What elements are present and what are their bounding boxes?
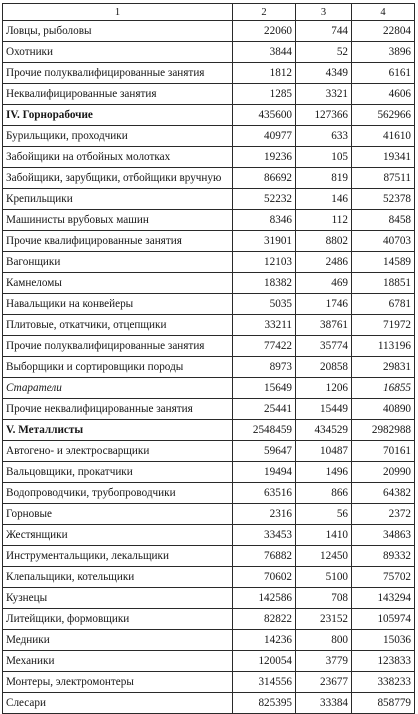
row-value-col4: 338233 <box>352 672 415 693</box>
row-name-cell: Старатели <box>3 378 233 399</box>
row-value-col3: 52 <box>296 42 352 63</box>
row-value-col4: 19341 <box>352 147 415 168</box>
occupations-table <box>2 3 415 714</box>
row-value-col4: 40890 <box>352 399 415 420</box>
row-value-col3: 744 <box>296 21 352 42</box>
row-value-col4: 562966 <box>352 105 415 126</box>
row-value-col3: 146 <box>296 189 352 210</box>
row-value-col3: 819 <box>296 168 352 189</box>
row-name-cell: Ловцы, рыболовы <box>3 21 233 42</box>
row-value-col3: 3321 <box>296 84 352 105</box>
table-row <box>3 21 415 42</box>
row-value-col2: 70602 <box>233 567 296 588</box>
row-value-col3: 708 <box>296 588 352 609</box>
row-value-col2: 31901 <box>233 231 296 252</box>
row-name-cell: Вальцовщики, прокатчики <box>3 462 233 483</box>
row-value-col4: 6161 <box>352 63 415 84</box>
table-row <box>3 630 415 651</box>
row-name-cell: V. Металлисты <box>3 420 233 441</box>
row-value-col2: 825395 <box>233 693 296 714</box>
table-row <box>3 273 415 294</box>
table-row <box>3 378 415 399</box>
row-value-col3: 12450 <box>296 546 352 567</box>
row-value-col4: 40703 <box>352 231 415 252</box>
row-value-col4: 113196 <box>352 336 415 357</box>
row-value-col2: 63516 <box>233 483 296 504</box>
row-value-col3: 1496 <box>296 462 352 483</box>
row-value-col4: 16855 <box>352 378 415 399</box>
table-body <box>3 21 415 714</box>
row-value-col2: 15649 <box>233 378 296 399</box>
row-value-col2: 3844 <box>233 42 296 63</box>
table-row <box>3 252 415 273</box>
row-name-cell: Вагонщики <box>3 252 233 273</box>
row-value-col2: 12103 <box>233 252 296 273</box>
table-row <box>3 567 415 588</box>
row-name-cell: Выборщики и сортировщики породы <box>3 357 233 378</box>
table-row <box>3 336 415 357</box>
row-value-col4: 75702 <box>352 567 415 588</box>
row-value-col2: 86692 <box>233 168 296 189</box>
table-row <box>3 504 415 525</box>
table-row <box>3 693 415 714</box>
row-name-cell: Прочие полуквалифицированные занятия <box>3 336 233 357</box>
row-value-col3: 33384 <box>296 693 352 714</box>
row-value-col3: 469 <box>296 273 352 294</box>
row-name-cell: Прочие полуквалифицированные занятия <box>3 63 233 84</box>
row-value-col2: 2316 <box>233 504 296 525</box>
row-value-col2: 314556 <box>233 672 296 693</box>
row-name-cell: Охотники <box>3 42 233 63</box>
row-value-col4: 87511 <box>352 168 415 189</box>
row-value-col4: 22804 <box>352 21 415 42</box>
row-value-col2: 2548459 <box>233 420 296 441</box>
row-value-col4: 105974 <box>352 609 415 630</box>
row-value-col2: 33453 <box>233 525 296 546</box>
table-row <box>3 84 415 105</box>
table-row <box>3 357 415 378</box>
row-value-col2: 1285 <box>233 84 296 105</box>
row-value-col3: 23152 <box>296 609 352 630</box>
row-name-cell: IV. Горнорабочие <box>3 105 233 126</box>
row-name-cell: Плитовые, откатчики, отцепщики <box>3 315 233 336</box>
row-value-col4: 15036 <box>352 630 415 651</box>
table-row <box>3 420 415 441</box>
row-value-col2: 14236 <box>233 630 296 651</box>
row-value-col2: 82822 <box>233 609 296 630</box>
row-value-col3: 38761 <box>296 315 352 336</box>
row-value-col2: 22060 <box>233 21 296 42</box>
column-header-4: 4 <box>352 4 415 21</box>
row-name-cell: Неквалифицированные занятия <box>3 84 233 105</box>
header-row <box>3 4 415 21</box>
row-value-col4: 52378 <box>352 189 415 210</box>
row-value-col2: 77422 <box>233 336 296 357</box>
table-row <box>3 672 415 693</box>
row-value-col3: 15449 <box>296 399 352 420</box>
row-value-col3: 633 <box>296 126 352 147</box>
table-row <box>3 42 415 63</box>
row-value-col3: 1410 <box>296 525 352 546</box>
row-name-cell: Прочие неквалифицированные занятия <box>3 399 233 420</box>
row-value-col4: 34863 <box>352 525 415 546</box>
row-value-col4: 14589 <box>352 252 415 273</box>
row-value-col3: 8802 <box>296 231 352 252</box>
row-value-col3: 127366 <box>296 105 352 126</box>
row-value-col3: 105 <box>296 147 352 168</box>
table-row <box>3 399 415 420</box>
row-value-col4: 71972 <box>352 315 415 336</box>
row-name-cell: Прочие квалифицированные занятия <box>3 231 233 252</box>
row-value-col4: 29831 <box>352 357 415 378</box>
row-value-col3: 56 <box>296 504 352 525</box>
row-name-cell: Бурильщики, проходчики <box>3 126 233 147</box>
row-value-col2: 76882 <box>233 546 296 567</box>
row-value-col2: 52232 <box>233 189 296 210</box>
row-value-col2: 59647 <box>233 441 296 462</box>
row-value-col4: 2372 <box>352 504 415 525</box>
row-value-col3: 35774 <box>296 336 352 357</box>
row-name-cell: Жестянщики <box>3 525 233 546</box>
row-value-col4: 858779 <box>352 693 415 714</box>
table-row <box>3 168 415 189</box>
column-header-1: 1 <box>3 4 233 21</box>
row-name-cell: Автогено- и электросварщики <box>3 441 233 462</box>
row-value-col2: 1812 <box>233 63 296 84</box>
table-row <box>3 210 415 231</box>
row-name-cell: Медники <box>3 630 233 651</box>
row-value-col2: 8346 <box>233 210 296 231</box>
row-value-col4: 123833 <box>352 651 415 672</box>
row-value-col2: 25441 <box>233 399 296 420</box>
row-value-col4: 89332 <box>352 546 415 567</box>
row-value-col4: 4606 <box>352 84 415 105</box>
row-value-col2: 142586 <box>233 588 296 609</box>
row-value-col2: 19494 <box>233 462 296 483</box>
row-name-cell: Камнеломы <box>3 273 233 294</box>
row-value-col4: 3896 <box>352 42 415 63</box>
row-value-col2: 435600 <box>233 105 296 126</box>
row-name-cell: Инструментальщики, лекальщики <box>3 546 233 567</box>
table-row <box>3 462 415 483</box>
row-value-col4: 2982988 <box>352 420 415 441</box>
column-header-3: 3 <box>296 4 352 21</box>
row-name-cell: Механики <box>3 651 233 672</box>
table-row <box>3 483 415 504</box>
row-value-col3: 2486 <box>296 252 352 273</box>
row-value-col2: 120054 <box>233 651 296 672</box>
row-value-col2: 18382 <box>233 273 296 294</box>
row-value-col3: 800 <box>296 630 352 651</box>
row-value-col3: 1206 <box>296 378 352 399</box>
row-name-cell: Крепильщики <box>3 189 233 210</box>
row-name-cell: Кузнецы <box>3 588 233 609</box>
row-value-col3: 23677 <box>296 672 352 693</box>
row-value-col3: 434529 <box>296 420 352 441</box>
row-value-col3: 112 <box>296 210 352 231</box>
row-value-col4: 8458 <box>352 210 415 231</box>
table-row <box>3 588 415 609</box>
row-name-cell: Литейщики, формовщики <box>3 609 233 630</box>
row-value-col4: 143294 <box>352 588 415 609</box>
table-row <box>3 147 415 168</box>
row-value-col3: 5100 <box>296 567 352 588</box>
row-name-cell: Забойщики, зарубщики, отбойщики вручную <box>3 168 233 189</box>
row-value-col3: 866 <box>296 483 352 504</box>
row-value-col3: 4349 <box>296 63 352 84</box>
row-name-cell: Монтеры, электромонтеры <box>3 672 233 693</box>
row-value-col4: 6781 <box>352 294 415 315</box>
row-value-col2: 19236 <box>233 147 296 168</box>
row-value-col4: 70161 <box>352 441 415 462</box>
table-row <box>3 315 415 336</box>
row-value-col3: 1746 <box>296 294 352 315</box>
row-value-col2: 40977 <box>233 126 296 147</box>
column-header-2: 2 <box>233 4 296 21</box>
table-row <box>3 189 415 210</box>
table-row <box>3 609 415 630</box>
table-row <box>3 525 415 546</box>
row-name-cell: Слесари <box>3 693 233 714</box>
table-row <box>3 651 415 672</box>
table-row <box>3 63 415 84</box>
row-name-cell: Водопроводчики, трубопроводчики <box>3 483 233 504</box>
row-value-col2: 5035 <box>233 294 296 315</box>
row-value-col4: 18851 <box>352 273 415 294</box>
table-row <box>3 231 415 252</box>
row-name-cell: Забойщики на отбойных молотках <box>3 147 233 168</box>
table-row <box>3 546 415 567</box>
row-value-col3: 10487 <box>296 441 352 462</box>
row-value-col4: 20990 <box>352 462 415 483</box>
row-name-cell: Горновые <box>3 504 233 525</box>
table-row <box>3 441 415 462</box>
row-name-cell: Машинисты врубовых машин <box>3 210 233 231</box>
row-value-col3: 20858 <box>296 357 352 378</box>
row-value-col2: 8973 <box>233 357 296 378</box>
table-row <box>3 294 415 315</box>
table-row <box>3 105 415 126</box>
table-row <box>3 126 415 147</box>
row-value-col2: 33211 <box>233 315 296 336</box>
row-name-cell: Клепальщики, котельщики <box>3 567 233 588</box>
row-value-col3: 3779 <box>296 651 352 672</box>
row-value-col4: 64382 <box>352 483 415 504</box>
row-name-cell: Навальщики на конвейеры <box>3 294 233 315</box>
row-value-col4: 41610 <box>352 126 415 147</box>
